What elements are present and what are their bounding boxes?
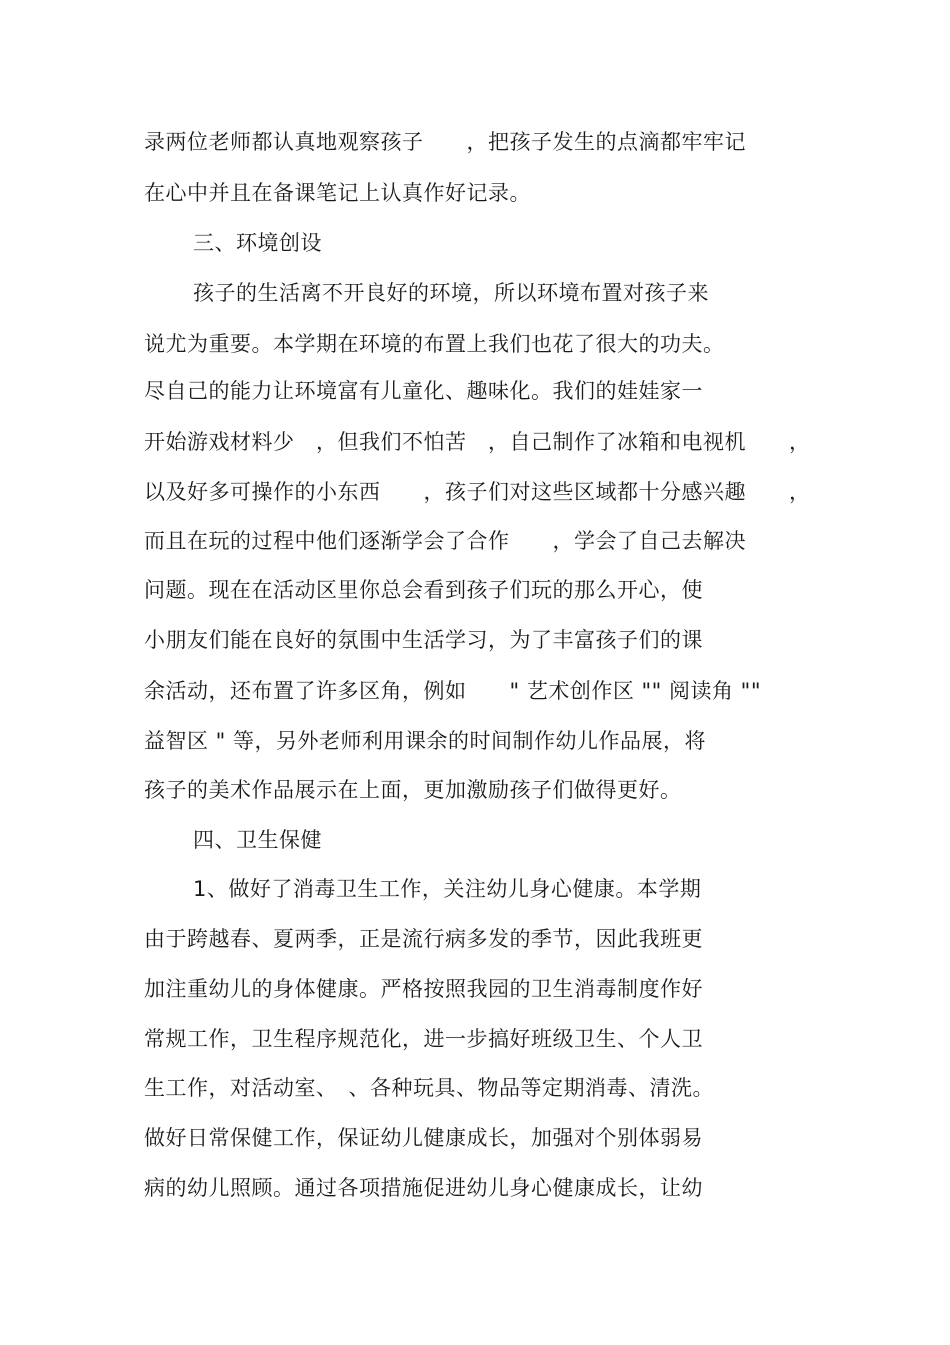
- text-line: 在心中并且在备课笔记上认真作好记录。: [144, 181, 531, 205]
- text-line: 问题。现在在活动区里你总会看到孩子们玩的那么开心，使: [144, 578, 703, 602]
- text-line: 生工作，对活动室、 、各种玩具、物品等定期消毒、清洗。: [144, 1076, 714, 1100]
- section-heading-environment: 三、环境创设: [193, 231, 322, 255]
- text-line: 孩子的生活离不开良好的环境，所以环境布置对孩子来: [193, 281, 709, 305]
- text-line: 而且在玩的过程中他们逐渐学会了合作 ，学会了自己去解决: [144, 529, 746, 553]
- text-line: 录两位老师都认真地观察孩子 ，把孩子发生的点滴都牢牢记: [144, 130, 746, 154]
- text-line: 说尤为重要。本学期在环境的布置上我们也花了很大的功夫。: [144, 332, 725, 356]
- text-line: 常规工作，卫生程序规范化，进一步搞好班级卫生、个人卫: [144, 1027, 703, 1051]
- text-line: 余活动，还布置了许多区角，例如 " 艺术创作区 "" 阅读角 "": [144, 679, 761, 703]
- text-line: 1、做好了消毒卫生工作，关注幼儿身心健康。本学期: [193, 877, 702, 901]
- text-line: 尽自己的能力让环境富有儿童化、趣味化。我们的娃娃家一: [144, 379, 703, 403]
- text-line: 由于跨越春、夏两季，正是流行病多发的季节，因此我班更: [144, 927, 703, 951]
- text-line: 小朋友们能在良好的氛围中生活学习，为了丰富孩子们的课: [144, 628, 703, 652]
- section-heading-health: 四、卫生保健: [193, 828, 322, 852]
- text-line: 加注重幼儿的身体健康。严格按照我园的卫生消毒制度作好: [144, 977, 703, 1001]
- text-line: 益智区 " 等，另外老师利用课余的时间制作幼儿作品展，将: [144, 729, 707, 753]
- text-line: 做好日常保健工作，保证幼儿健康成长，加强对个别体弱易: [144, 1126, 703, 1150]
- text-line: 以及好多可操作的小东西 ，孩子们对这些区域都十分感兴趣 ，: [144, 480, 811, 504]
- text-line: 孩子的美术作品展示在上面，更加激励孩子们做得更好。: [144, 778, 682, 802]
- text-line: 病的幼儿照顾。通过各项措施促进幼儿身心健康成长，让幼: [144, 1176, 703, 1200]
- text-line: 开始游戏材料少 ，但我们不怕苦 ，自己制作了冰箱和电视机 ，: [144, 430, 811, 454]
